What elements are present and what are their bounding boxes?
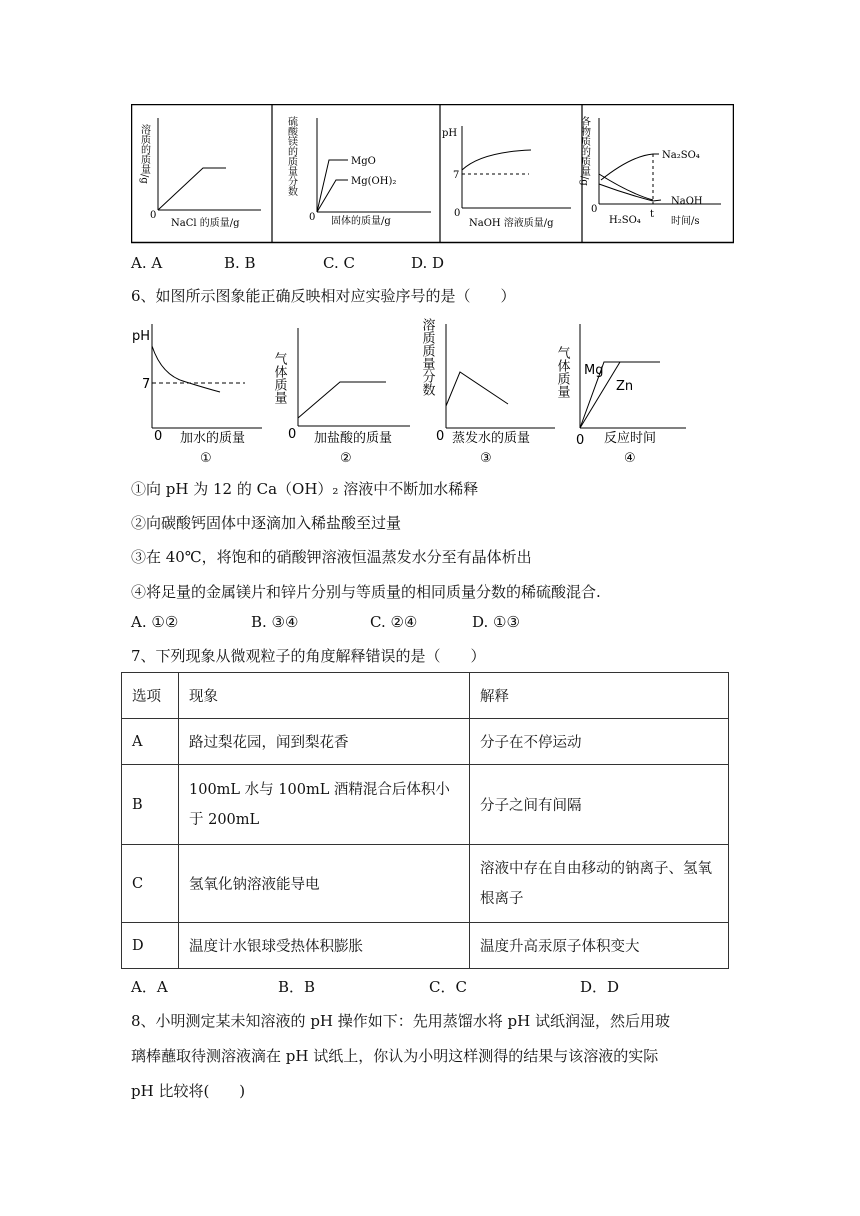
q7-option-b[interactable]: B．B: [278, 978, 316, 996]
q5a-xlabel: NaCl 的质量/g: [171, 218, 240, 229]
q5d-ylabel: 各物质的质量/g: [578, 116, 590, 186]
q5b-line1: MgO: [351, 156, 376, 167]
q5-option-d[interactable]: D. D: [411, 254, 445, 272]
q5d-l2: NaOH: [671, 196, 703, 207]
q5-option-a[interactable]: A. A: [131, 254, 163, 272]
q5c-ylabel: pH: [442, 128, 458, 139]
q6g2-xlabel: 加盐酸的质量: [314, 431, 393, 446]
table-header: 现象: [179, 673, 470, 719]
q6g4-num: ④: [624, 451, 636, 466]
q6g1-xlabel: 加水的质量: [180, 431, 246, 446]
table-cell: B: [122, 765, 179, 845]
table-cell: 氢氧化钠溶液能导电: [179, 845, 470, 923]
table-row: [122, 719, 729, 765]
q6-option-c[interactable]: C. ②④: [370, 613, 418, 631]
q5-graph-b: [286, 115, 432, 227]
q6g4-xlabel: 反应时间: [604, 431, 657, 446]
table-cell: 分子之间有间隔: [470, 765, 729, 845]
q5a-ylabel: 溶质的质量/g: [138, 124, 150, 184]
q5d-t: t: [650, 209, 655, 220]
q6g3-num: ③: [480, 451, 492, 466]
table-cell: 温度计水银球受热体积膨胀: [179, 923, 470, 969]
q6-stem: 6、如图所示图象能正确反映相对应实验序号的是（ ）: [131, 287, 516, 305]
q6-option-a[interactable]: A. ①②: [131, 613, 179, 631]
q5-graph-c: [442, 126, 571, 229]
q6-graph-2: [272, 328, 411, 466]
q5-graph-a: [139, 118, 262, 229]
q5-figure: [131, 104, 734, 244]
table-row: [122, 673, 729, 719]
q7-option-c[interactable]: C．C: [429, 978, 467, 996]
q6-item-3: ③在 40℃，将饱和的硝酸钾溶液恒温蒸发水分至有晶体析出: [131, 548, 532, 566]
table-cell: 温度升高汞原子体积变大: [470, 923, 729, 969]
table-cell: C: [122, 845, 179, 923]
table-cell: 100mL 水与 100mL 酒精混合后体积小于 200mL: [179, 765, 470, 845]
q5b-xlabel: 固体的质量/g: [331, 216, 391, 227]
q6-item-1: ①向 pH 为 12 的 Ca（OH）₂ 溶液中不断加水稀释: [131, 480, 479, 498]
q8-line-1: 8、小明测定某未知溶液的 pH 操作如下：先用蒸馏水将 pH 试纸润湿，然后用玻: [131, 1012, 670, 1030]
q6-figure: [130, 316, 690, 472]
table-cell: 溶液中存在自由移动的钠离子、氢氧根离子: [470, 845, 729, 923]
q6g1-tick: 7: [142, 377, 151, 392]
q6g1-origin: 0: [154, 429, 163, 444]
q6-item-4: ④将足量的金属镁片和锌片分别与等质量的相同质量分数的稀硫酸混合.: [131, 583, 601, 601]
q6-option-d[interactable]: D. ①③: [472, 613, 520, 631]
q5d-origin: 0: [591, 204, 598, 215]
q6-graph-1: [132, 324, 262, 466]
q7-table: [121, 672, 729, 969]
q5a-origin: 0: [150, 210, 157, 221]
q7-option-a[interactable]: A．A: [131, 978, 168, 996]
q5-option-c[interactable]: C. C: [323, 254, 355, 272]
table-row: [122, 923, 729, 969]
q5d-l3: H₂SO₄: [609, 215, 641, 226]
q6-graph-3: [420, 317, 556, 466]
q6g4-ylabel: 气体质量: [554, 346, 570, 398]
q6g3-xlabel: 蒸发水的质量: [452, 431, 531, 446]
table-cell: 分子在不停运动: [470, 719, 729, 765]
q5c-xlabel: NaOH 溶液质量/g: [469, 218, 554, 229]
table-row: [122, 845, 729, 923]
q6g1-num: ①: [200, 451, 212, 466]
q8-line-3: pH 比较将( ): [131, 1082, 246, 1100]
q5c-tick7: 7: [453, 170, 460, 181]
q5b-ylabel: 硫酸镁的质量分数: [285, 116, 297, 196]
q5d-xlabel: 时间/s: [671, 216, 700, 227]
q5c-origin: 0: [454, 208, 461, 219]
q8-line-2: 璃棒蘸取待测溶液滴在 pH 试纸上，你认为小明这样测得的结果与该溶液的实际: [131, 1047, 659, 1065]
q6g2-ylabel: 气体质量: [271, 352, 287, 404]
q6g2-num: ②: [340, 451, 352, 466]
q7-option-d[interactable]: D．D: [580, 978, 620, 996]
table-header: 选项: [122, 673, 179, 719]
q6-graph-4: [555, 324, 687, 466]
q6g3-origin: 0: [436, 429, 445, 444]
table-header: 解释: [470, 673, 729, 719]
table-cell: 路过梨花园，闻到梨花香: [179, 719, 470, 765]
q5b-line2: Mg(OH)₂: [351, 176, 397, 187]
q6g4-l2: Zn: [616, 379, 634, 394]
q7-stem: 7、下列现象从微观粒子的角度解释错误的是（ ）: [131, 647, 486, 665]
table-cell: A: [122, 719, 179, 765]
table-row: [122, 765, 729, 845]
table-cell: D: [122, 923, 179, 969]
q6g3-ylabel: 溶质质量分数: [419, 318, 435, 396]
q6-item-2: ②向碳酸钙固体中逐滴加入稀盐酸至过量: [131, 514, 402, 532]
q5-graph-d: [579, 115, 722, 227]
q5d-l1: Na₂SO₄: [662, 150, 700, 161]
q5-option-b[interactable]: B. B: [224, 254, 256, 272]
q6g2-origin: 0: [288, 427, 297, 442]
q6g4-origin: 0: [576, 433, 585, 448]
q6-option-b[interactable]: B. ③④: [251, 613, 299, 631]
q6g1-ylabel: pH: [132, 329, 151, 344]
q5b-origin: 0: [309, 212, 316, 223]
q6g4-l1: Mg: [584, 363, 604, 378]
